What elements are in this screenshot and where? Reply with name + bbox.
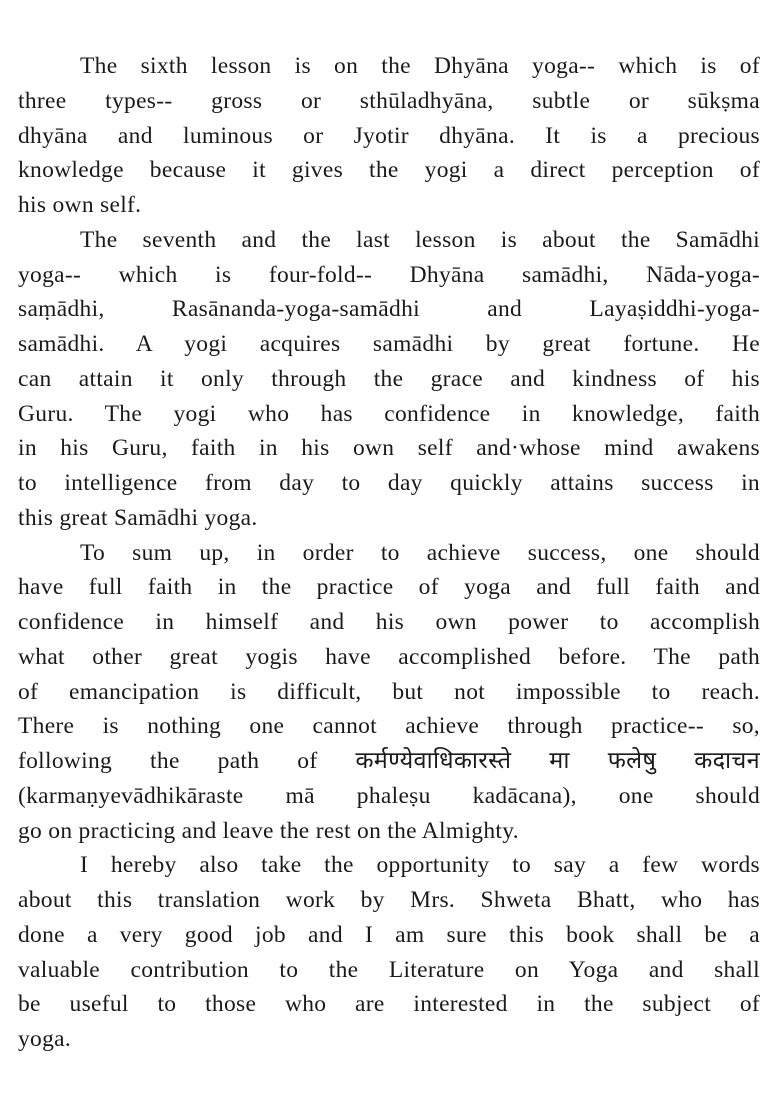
text-line: To sum up, in order to achieve success, one should: [80, 539, 760, 566]
text-line: yoga.: [18, 1026, 72, 1052]
text-line: done a very good job and I am sure this book shall be a: [18, 921, 760, 948]
text-line: following the path of कर्मण्येवाधिकारस्ते मा फलेषु कदाचन: [18, 748, 760, 774]
text-line: samādhi. A yogi acquires samādhi by great fortune. He: [18, 331, 760, 357]
text-line: what other great yogis have accomplished before. The path: [18, 643, 760, 670]
text-line: Guru. The yogi who has confidence in knowledge, faith: [18, 400, 760, 427]
paragraph: [18, 49, 760, 223]
paragraph: [18, 848, 760, 1057]
text-line: The sixth lesson is on the Dhyāna yoga-- which is of: [80, 53, 760, 79]
text-line: dhyāna and luminous or Jyotir dhyāna. It is a precious: [18, 122, 760, 149]
text-line: can attain it only through the grace and kindness of his: [18, 365, 760, 392]
text-line: I hereby also take the opportunity to say a few words: [80, 852, 760, 879]
document-page: [18, 49, 760, 1057]
text-line: There is nothing one cannot achieve through practice-- so,: [18, 713, 760, 740]
text-line: to intelligence from day to day quickly attains success in: [18, 470, 760, 496]
paragraph: [18, 536, 760, 849]
text-line: go on practicing and leave the rest on the Almighty.: [18, 817, 519, 844]
text-line: have full faith in the practice of yoga and full faith and: [18, 574, 760, 601]
text-line: saṃādhi, Rasānanda-yoga-samādhi and Layaṣiddhi-yoga-: [18, 296, 760, 323]
text-line: this great Samādhi yoga.: [18, 504, 258, 531]
text-line: be useful to those who are interested in the subject of: [18, 991, 760, 1018]
text-line: confidence in himself and his own power to accomplish: [18, 609, 760, 635]
text-line: his own self.: [18, 192, 142, 218]
text-line: (karmaṇyevādhikāraste mā phaleṣu kadācana), one should: [18, 782, 760, 809]
text-line: of emancipation is difficult, but not impossible to reach.: [18, 678, 760, 705]
text-line: about this translation work by Mrs. Shweta Bhatt, who has: [18, 887, 760, 913]
paragraph: [18, 223, 760, 536]
text-line: The seventh and the last lesson is about the Samādhi: [80, 226, 760, 253]
text-line: knowledge because it gives the yogi a direct perception of: [18, 157, 760, 184]
text-line: in his Guru, faith in his own self and·whose mind awakens: [18, 435, 760, 462]
text-line: yoga-- which is four-fold-- Dhyāna samādhi, Nāda-yoga-: [18, 261, 760, 288]
text-line: valuable contribution to the Literature on Yoga and shall: [18, 956, 760, 983]
text-line: three types-- gross or sthūladhyāna, subtle or sūkṣma: [18, 87, 760, 114]
